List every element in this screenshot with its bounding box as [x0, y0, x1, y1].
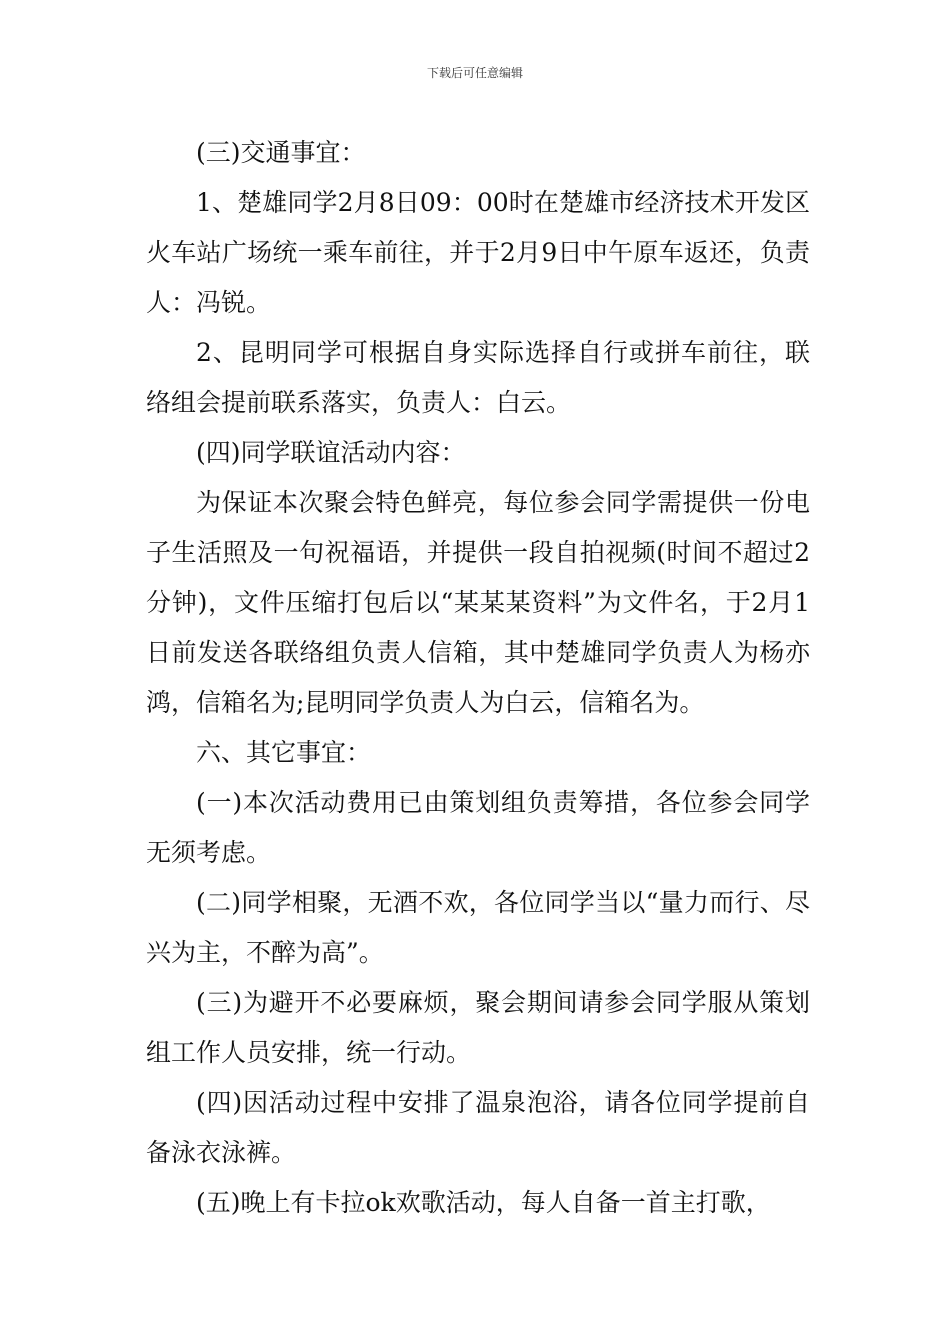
paragraph-other-2: (二)同学相聚，无酒不欢，各位同学当以“量力而行、尽兴为主，不醉为高”。: [146, 888, 810, 967]
paragraph-activity-content: 为保证本次聚会特色鲜亮，每位参会同学需提供一份电子生活照及一句祝福语，并提供一段自拍视频(时间不超过2分钟)，文件压缩打包后以“某某某资料”为文件名，于2月1日前发送各联络组负责人信箱，其中楚雄同学负责人为杨亦鸿，信箱名为;昆明同学负责人为白云，信箱名为。: [146, 488, 810, 717]
paragraph-other-5: (五)晚上有卡拉ok欢歌活动，每人自备一首主打歌，: [196, 1188, 771, 1217]
paragraph-other-3: (三)为避开不必要麻烦，聚会期间请参会同学服从策划组工作人员安排，统一行动。: [146, 988, 810, 1067]
paragraph-activity-heading: (四)同学联谊活动内容：: [196, 438, 466, 467]
document-body: [146, 128, 810, 1228]
paragraph-kunming-transport: 2、昆明同学可根据自身实际选择自行或拼车前往，联络组会提前联系落实，负责人：白云。: [146, 338, 810, 417]
page-header: 下载后可任意编辑: [426, 66, 523, 80]
paragraph-chuxiong-transport: 1、楚雄同学2月8日09：00时在楚雄市经济技术开发区火车站广场统一乘车前往，并于2月9日中午原车返还，负责人：冯锐。: [146, 188, 810, 317]
paragraph-other-4: (四)因活动过程中安排了温泉泡浴，请各位同学提前自备泳衣泳裤。: [146, 1088, 810, 1167]
paragraph-other-1: (一)本次活动费用已由策划组负责筹措，各位参会同学无须考虑。: [146, 788, 810, 867]
paragraph-other-matters-heading: 六、其它事宜：: [196, 738, 372, 767]
paragraph-transport-heading: (三)交通事宜：: [196, 138, 366, 167]
